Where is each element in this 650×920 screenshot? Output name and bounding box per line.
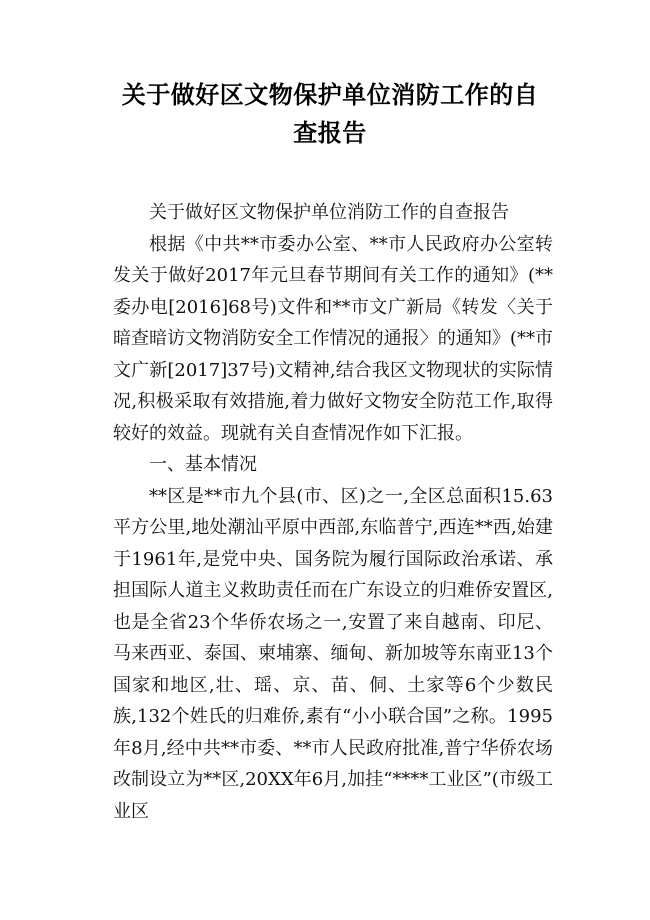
paragraph-report-heading: 关于做好区文物保护单位消防工作的自查报告 xyxy=(149,202,509,223)
section-heading-basic-situation: 一、基本情况 xyxy=(149,454,257,475)
paragraph-basis: 根据《中共**市委办公室、**市人民政府办公室转发关于做好2017年元旦春节期间有关工作的通知》(**委办电[2016]68号)文件和**市文广新局《转发〈关于暗查暗访文物消防安全工作情况的通报〉的通知》(**市文广新[2017]37号)文精神,结合我区文物现状的实际情况,积极采取有效措施,着力做好文物安全防范工作,取得较好的效益。现就有关自查情况作如下汇报。 xyxy=(113,233,553,444)
document-title: 关于做好区文物保护单位消防工作的自查报告 xyxy=(121,81,539,147)
paragraph-district-overview: **区是**市九个县(市、区)之一,全区总面积15.63平方公里,地处潮汕平原中西部,东临普宁,西连**西,始建于1961年,是党中央、国务院为履行国际政治承诺、承担国际人道主义救助责任而在广东设立的归难侨安置区,也是全省23个华侨农场之一,安置了来自越南、印尼、马来西亚、泰国、柬埔寨、缅甸、新加坡等东南亚13个国家和地区,壮、瑶、京、苗、侗、土家等6个少数民族,132个姓氏的归难侨,素有“小小联合国”之称。1995年8月,经中共**市委、**市人民政府批准,普宁华侨农场改制设立为**区,20XX年6月,加挂“****工业区”(市级工业区 xyxy=(113,485,553,822)
document-body xyxy=(113,197,553,827)
